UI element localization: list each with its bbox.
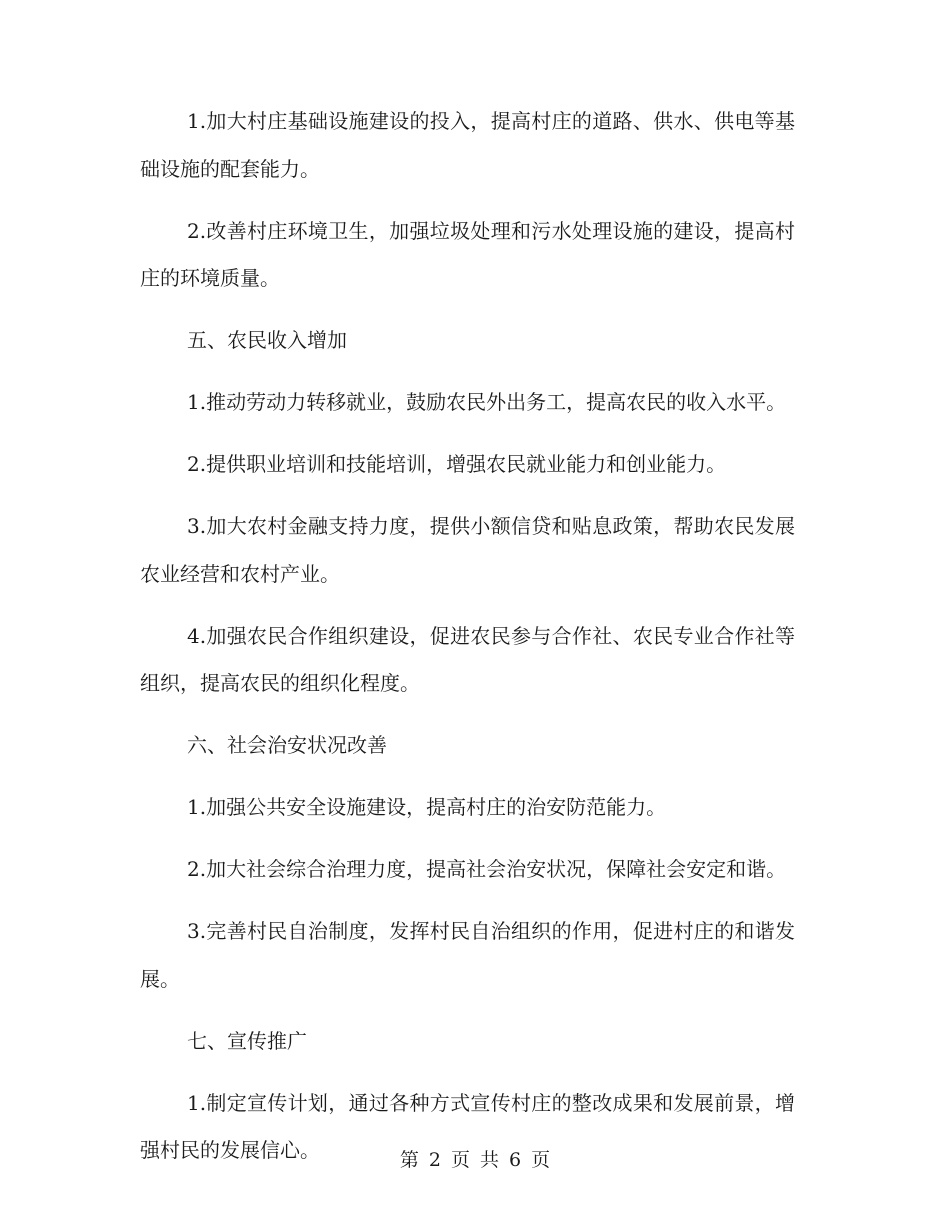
paragraph-self-governance: 3.完善村民自治制度，发挥村民自治组织的作用，促进村庄的和谐发展。 [140, 919, 795, 991]
paragraph-cooperatives: 4.加强农民合作组织建设，促进农民参与合作社、农民专业合作社等组织，提高农民的组织化程度。 [140, 623, 795, 696]
section-heading-promotion: 七、宣传推广 [187, 1028, 307, 1053]
section-heading-security: 六、社会治安状况改善 [187, 733, 387, 758]
paragraph-training: 2.提供职业培训和技能培训，增强农民就业能力和创业能力。 [187, 452, 727, 477]
paragraph-finance: 3.加大农村金融支持力度，提供小额信贷和贴息政策，帮助农民发展农业经营和农村产业。 [140, 514, 795, 586]
paragraph-public-safety: 1.加强公共安全设施建设，提高村庄的治安防范能力。 [187, 795, 667, 820]
section-heading-income: 五、农民收入增加 [187, 328, 347, 353]
page-number: 第 2 页 共 6 页 [399, 1149, 551, 1171]
paragraph-governance: 2.加大社会综合治理力度，提高社会治安状况，保障社会安定和谐。 [187, 857, 787, 882]
paragraph-employment: 1.推动劳动力转移就业，鼓励农民外出务工，提高农民的收入水平。 [187, 390, 787, 415]
paragraph-environment: 2.改善村庄环境卫生，加强垃圾处理和污水处理设施的建设，提高村庄的环境质量。 [140, 218, 795, 291]
document-body [140, 98, 795, 1189]
paragraph-promotion-plan: 1.制定宣传计划，通过各种方式宣传村庄的整改成果和发展前景，增强村民的发展信心。 [140, 1090, 795, 1163]
paragraph-infrastructure: 1.加大村庄基础设施建设的投入，提高村庄的道路、供水、供电等基础设施的配套能力。 [140, 109, 795, 181]
